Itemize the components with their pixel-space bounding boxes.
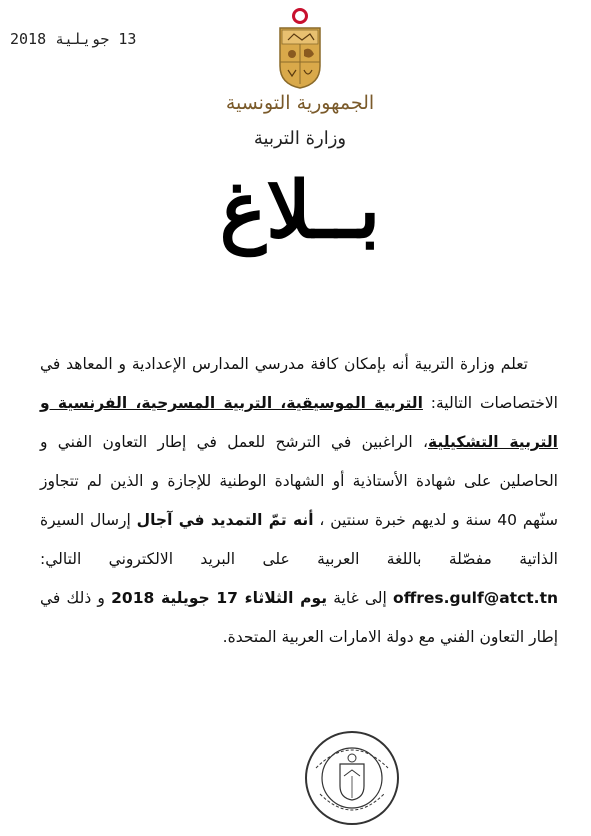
specialties-list: التربية الموسيقية، التربية المسرحية، الفرنسية و التربية التشكيلية bbox=[40, 394, 558, 451]
announcement-body bbox=[40, 345, 558, 657]
handwritten-date: 13 جويلية 2018 bbox=[10, 30, 137, 48]
body-text-5: و ذلك في إطار التعاون الفني مع دولة الامارات العربية المتحدة. bbox=[40, 589, 558, 646]
extension-notice: أنه تمّ التمديد في آجال bbox=[136, 511, 314, 529]
ministry-seal-icon bbox=[302, 728, 402, 828]
deadline-date: يوم الثلاثاء 17 جويلية 2018 bbox=[111, 589, 328, 607]
republic-heading: الجمهورية التونسية bbox=[225, 92, 375, 114]
contact-email[interactable]: offres.gulf@atct.tn bbox=[393, 589, 559, 607]
coat-of-arms-icon bbox=[272, 6, 328, 90]
ministry-heading: وزارة التربية bbox=[253, 128, 347, 149]
announcement-paragraph bbox=[40, 345, 558, 657]
body-text-1: تعلم وزارة التربية أنه بإمكان كافة مدرسي المدارس الإعدادية و المعاهد في الاختصاصات التالية: bbox=[40, 355, 558, 412]
body-text-4: إلى غاية bbox=[327, 589, 394, 607]
body-text-3: إرسال السيرة الذاتية مفصّلة باللغة العربية على البريد الالكتروني التالي: bbox=[40, 511, 558, 568]
announcement-title: بــلاغ bbox=[219, 165, 381, 256]
body-text-2: ، الراغبين في الترشح للعمل في إطار التعاون الفني و الحاصلين على شهادة الأستاذية أو الشهادة الوطنية للإجازة و الذين لم تتجاوز سنّهم 40 سنة و لديهم خبرة سنتين ، bbox=[40, 433, 558, 529]
